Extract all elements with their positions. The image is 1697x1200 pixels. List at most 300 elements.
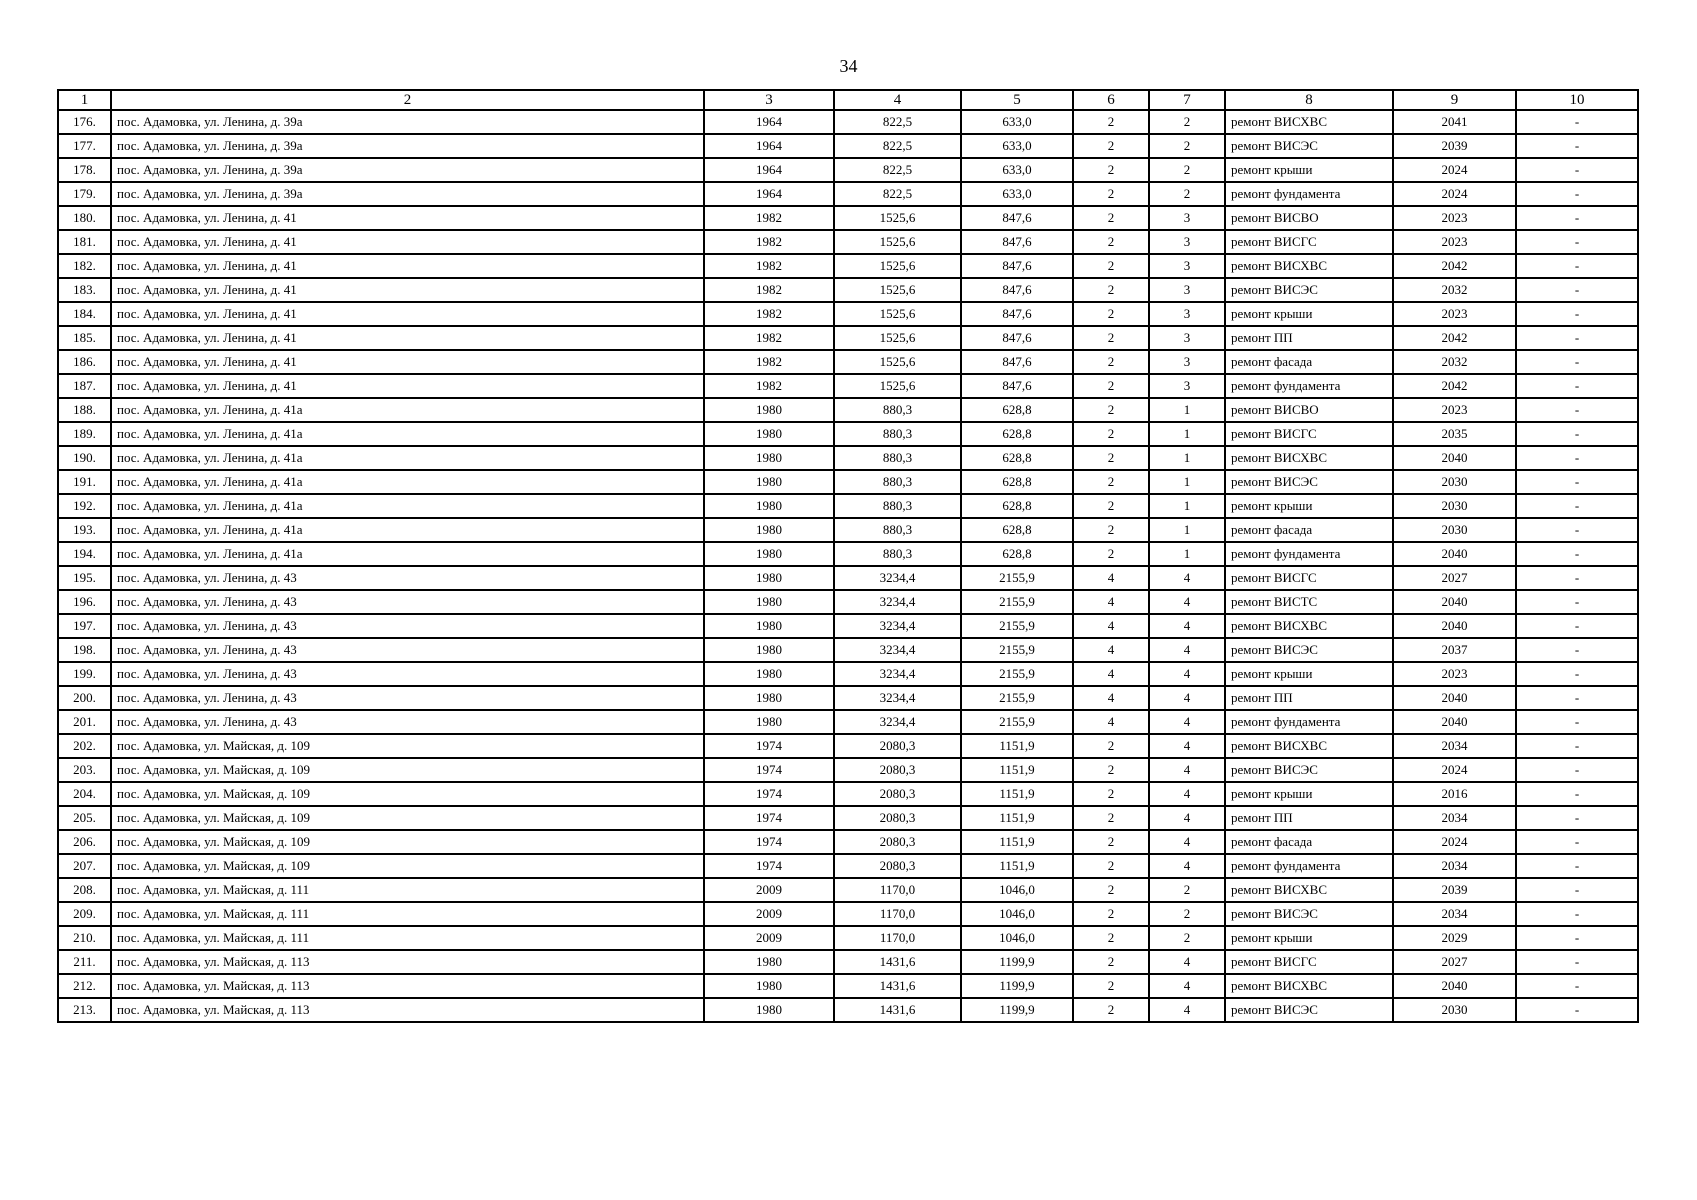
column-header: 2 bbox=[111, 90, 704, 110]
cell-address: пос. Адамовка, ул. Майская, д. 109 bbox=[111, 854, 704, 878]
cell-planned-year: 2030 bbox=[1393, 494, 1516, 518]
table-row bbox=[58, 974, 1638, 998]
cell-work-type: ремонт ВИСЭС bbox=[1225, 998, 1393, 1022]
cell-row-number: 211. bbox=[58, 950, 111, 974]
cell-year-built: 1980 bbox=[704, 470, 834, 494]
cell-total-area: 3234,4 bbox=[834, 686, 961, 710]
cell-floors: 4 bbox=[1073, 590, 1149, 614]
cell-entrances: 4 bbox=[1149, 806, 1225, 830]
cell-year-built: 1974 bbox=[704, 782, 834, 806]
cell-note: - bbox=[1516, 590, 1638, 614]
cell-living-area: 1151,9 bbox=[961, 830, 1073, 854]
cell-row-number: 204. bbox=[58, 782, 111, 806]
cell-work-type: ремонт крыши bbox=[1225, 662, 1393, 686]
cell-work-type: ремонт ВИСВО bbox=[1225, 206, 1393, 230]
cell-row-number: 176. bbox=[58, 110, 111, 134]
cell-address: пос. Адамовка, ул. Ленина, д. 41а bbox=[111, 422, 704, 446]
cell-total-area: 1525,6 bbox=[834, 230, 961, 254]
cell-floors: 2 bbox=[1073, 854, 1149, 878]
cell-row-number: 192. bbox=[58, 494, 111, 518]
table-row bbox=[58, 470, 1638, 494]
cell-row-number: 185. bbox=[58, 326, 111, 350]
cell-work-type: ремонт ВИСВО bbox=[1225, 398, 1393, 422]
cell-work-type: ремонт ВИСХВС bbox=[1225, 110, 1393, 134]
cell-note: - bbox=[1516, 350, 1638, 374]
cell-total-area: 3234,4 bbox=[834, 638, 961, 662]
cell-entrances: 2 bbox=[1149, 902, 1225, 926]
table-row bbox=[58, 686, 1638, 710]
cell-planned-year: 2032 bbox=[1393, 278, 1516, 302]
cell-entrances: 1 bbox=[1149, 422, 1225, 446]
cell-note: - bbox=[1516, 902, 1638, 926]
column-header: 9 bbox=[1393, 90, 1516, 110]
cell-total-area: 822,5 bbox=[834, 158, 961, 182]
cell-address: пос. Адамовка, ул. Ленина, д. 43 bbox=[111, 686, 704, 710]
cell-planned-year: 2039 bbox=[1393, 134, 1516, 158]
cell-planned-year: 2030 bbox=[1393, 470, 1516, 494]
cell-work-type: ремонт ПП bbox=[1225, 326, 1393, 350]
cell-planned-year: 2035 bbox=[1393, 422, 1516, 446]
cell-total-area: 1170,0 bbox=[834, 902, 961, 926]
cell-floors: 2 bbox=[1073, 326, 1149, 350]
cell-total-area: 2080,3 bbox=[834, 806, 961, 830]
cell-total-area: 3234,4 bbox=[834, 662, 961, 686]
cell-year-built: 1980 bbox=[704, 398, 834, 422]
cell-note: - bbox=[1516, 182, 1638, 206]
cell-work-type: ремонт ВИСЭС bbox=[1225, 470, 1393, 494]
cell-note: - bbox=[1516, 998, 1638, 1022]
cell-work-type: ремонт ВИСХВС bbox=[1225, 614, 1393, 638]
cell-note: - bbox=[1516, 446, 1638, 470]
cell-work-type: ремонт ВИСХВС bbox=[1225, 974, 1393, 998]
cell-total-area: 880,3 bbox=[834, 422, 961, 446]
cell-address: пос. Адамовка, ул. Майская, д. 111 bbox=[111, 926, 704, 950]
cell-entrances: 3 bbox=[1149, 206, 1225, 230]
cell-planned-year: 2040 bbox=[1393, 710, 1516, 734]
cell-address: пос. Адамовка, ул. Ленина, д. 41а bbox=[111, 542, 704, 566]
cell-year-built: 1980 bbox=[704, 686, 834, 710]
cell-address: пос. Адамовка, ул. Майская, д. 109 bbox=[111, 734, 704, 758]
cell-note: - bbox=[1516, 806, 1638, 830]
cell-total-area: 822,5 bbox=[834, 134, 961, 158]
cell-row-number: 203. bbox=[58, 758, 111, 782]
cell-entrances: 1 bbox=[1149, 398, 1225, 422]
table-row bbox=[58, 542, 1638, 566]
cell-planned-year: 2027 bbox=[1393, 950, 1516, 974]
cell-planned-year: 2023 bbox=[1393, 398, 1516, 422]
cell-note: - bbox=[1516, 734, 1638, 758]
cell-note: - bbox=[1516, 686, 1638, 710]
cell-living-area: 847,6 bbox=[961, 350, 1073, 374]
cell-work-type: ремонт ПП bbox=[1225, 686, 1393, 710]
cell-living-area: 1151,9 bbox=[961, 782, 1073, 806]
cell-note: - bbox=[1516, 974, 1638, 998]
table-row bbox=[58, 422, 1638, 446]
cell-total-area: 1525,6 bbox=[834, 278, 961, 302]
cell-address: пос. Адамовка, ул. Ленина, д. 43 bbox=[111, 614, 704, 638]
cell-year-built: 1982 bbox=[704, 374, 834, 398]
cell-note: - bbox=[1516, 206, 1638, 230]
cell-floors: 2 bbox=[1073, 134, 1149, 158]
cell-year-built: 1982 bbox=[704, 302, 834, 326]
cell-living-area: 1046,0 bbox=[961, 902, 1073, 926]
cell-living-area: 1199,9 bbox=[961, 974, 1073, 998]
cell-address: пос. Адамовка, ул. Ленина, д. 39а bbox=[111, 110, 704, 134]
cell-address: пос. Адамовка, ул. Майская, д. 113 bbox=[111, 974, 704, 998]
cell-work-type: ремонт фундамента bbox=[1225, 182, 1393, 206]
cell-living-area: 847,6 bbox=[961, 374, 1073, 398]
table-row bbox=[58, 878, 1638, 902]
cell-living-area: 633,0 bbox=[961, 134, 1073, 158]
cell-planned-year: 2024 bbox=[1393, 182, 1516, 206]
cell-living-area: 633,0 bbox=[961, 182, 1073, 206]
cell-floors: 2 bbox=[1073, 422, 1149, 446]
cell-address: пос. Адамовка, ул. Майская, д. 109 bbox=[111, 758, 704, 782]
cell-note: - bbox=[1516, 518, 1638, 542]
cell-year-built: 1982 bbox=[704, 206, 834, 230]
cell-entrances: 2 bbox=[1149, 158, 1225, 182]
cell-total-area: 2080,3 bbox=[834, 758, 961, 782]
cell-row-number: 206. bbox=[58, 830, 111, 854]
cell-living-area: 628,8 bbox=[961, 470, 1073, 494]
cell-work-type: ремонт ВИСХВС bbox=[1225, 254, 1393, 278]
cell-row-number: 180. bbox=[58, 206, 111, 230]
cell-year-built: 1974 bbox=[704, 854, 834, 878]
cell-address: пос. Адамовка, ул. Ленина, д. 39а bbox=[111, 182, 704, 206]
cell-work-type: ремонт ВИСГС bbox=[1225, 422, 1393, 446]
cell-total-area: 2080,3 bbox=[834, 830, 961, 854]
cell-floors: 2 bbox=[1073, 902, 1149, 926]
cell-floors: 2 bbox=[1073, 350, 1149, 374]
cell-address: пос. Адамовка, ул. Ленина, д. 41а bbox=[111, 494, 704, 518]
cell-floors: 2 bbox=[1073, 254, 1149, 278]
table-row bbox=[58, 926, 1638, 950]
cell-entrances: 4 bbox=[1149, 950, 1225, 974]
cell-planned-year: 2030 bbox=[1393, 998, 1516, 1022]
cell-year-built: 2009 bbox=[704, 878, 834, 902]
cell-floors: 2 bbox=[1073, 494, 1149, 518]
cell-work-type: ремонт фундамента bbox=[1225, 710, 1393, 734]
cell-note: - bbox=[1516, 158, 1638, 182]
cell-planned-year: 2023 bbox=[1393, 230, 1516, 254]
cell-year-built: 1982 bbox=[704, 278, 834, 302]
cell-planned-year: 2042 bbox=[1393, 254, 1516, 278]
cell-total-area: 3234,4 bbox=[834, 590, 961, 614]
cell-row-number: 178. bbox=[58, 158, 111, 182]
cell-total-area: 2080,3 bbox=[834, 734, 961, 758]
cell-planned-year: 2032 bbox=[1393, 350, 1516, 374]
cell-floors: 2 bbox=[1073, 782, 1149, 806]
cell-year-built: 1964 bbox=[704, 110, 834, 134]
cell-note: - bbox=[1516, 566, 1638, 590]
cell-entrances: 4 bbox=[1149, 710, 1225, 734]
cell-work-type: ремонт крыши bbox=[1225, 158, 1393, 182]
cell-entrances: 4 bbox=[1149, 854, 1225, 878]
cell-floors: 2 bbox=[1073, 374, 1149, 398]
cell-row-number: 193. bbox=[58, 518, 111, 542]
cell-note: - bbox=[1516, 662, 1638, 686]
cell-note: - bbox=[1516, 782, 1638, 806]
cell-note: - bbox=[1516, 254, 1638, 278]
cell-total-area: 880,3 bbox=[834, 518, 961, 542]
cell-living-area: 628,8 bbox=[961, 446, 1073, 470]
table-row bbox=[58, 494, 1638, 518]
cell-entrances: 2 bbox=[1149, 878, 1225, 902]
column-number-row bbox=[58, 90, 1638, 110]
cell-planned-year: 2040 bbox=[1393, 686, 1516, 710]
cell-address: пос. Адамовка, ул. Ленина, д. 41а bbox=[111, 518, 704, 542]
cell-planned-year: 2039 bbox=[1393, 878, 1516, 902]
table-row bbox=[58, 278, 1638, 302]
cell-entrances: 3 bbox=[1149, 350, 1225, 374]
cell-row-number: 197. bbox=[58, 614, 111, 638]
cell-address: пос. Адамовка, ул. Ленина, д. 41 bbox=[111, 302, 704, 326]
cell-planned-year: 2016 bbox=[1393, 782, 1516, 806]
cell-note: - bbox=[1516, 302, 1638, 326]
cell-work-type: ремонт фундамента bbox=[1225, 542, 1393, 566]
cell-total-area: 1525,6 bbox=[834, 374, 961, 398]
cell-planned-year: 2042 bbox=[1393, 374, 1516, 398]
cell-living-area: 628,8 bbox=[961, 518, 1073, 542]
cell-address: пос. Адамовка, ул. Ленина, д. 43 bbox=[111, 566, 704, 590]
cell-floors: 2 bbox=[1073, 806, 1149, 830]
cell-floors: 2 bbox=[1073, 878, 1149, 902]
cell-total-area: 1170,0 bbox=[834, 878, 961, 902]
table-row bbox=[58, 134, 1638, 158]
cell-note: - bbox=[1516, 134, 1638, 158]
cell-note: - bbox=[1516, 326, 1638, 350]
column-header: 5 bbox=[961, 90, 1073, 110]
cell-note: - bbox=[1516, 758, 1638, 782]
cell-year-built: 1982 bbox=[704, 350, 834, 374]
cell-row-number: 189. bbox=[58, 422, 111, 446]
cell-total-area: 3234,4 bbox=[834, 566, 961, 590]
cell-floors: 2 bbox=[1073, 206, 1149, 230]
cell-address: пос. Адамовка, ул. Ленина, д. 41а bbox=[111, 398, 704, 422]
cell-entrances: 4 bbox=[1149, 830, 1225, 854]
cell-total-area: 880,3 bbox=[834, 542, 961, 566]
cell-work-type: ремонт ВИСЭС bbox=[1225, 638, 1393, 662]
cell-entrances: 4 bbox=[1149, 734, 1225, 758]
cell-note: - bbox=[1516, 638, 1638, 662]
cell-row-number: 183. bbox=[58, 278, 111, 302]
cell-note: - bbox=[1516, 542, 1638, 566]
cell-year-built: 1980 bbox=[704, 662, 834, 686]
cell-address: пос. Адамовка, ул. Ленина, д. 41а bbox=[111, 470, 704, 494]
cell-year-built: 1980 bbox=[704, 542, 834, 566]
cell-living-area: 847,6 bbox=[961, 230, 1073, 254]
cell-note: - bbox=[1516, 374, 1638, 398]
cell-planned-year: 2040 bbox=[1393, 542, 1516, 566]
cell-row-number: 205. bbox=[58, 806, 111, 830]
cell-row-number: 210. bbox=[58, 926, 111, 950]
cell-year-built: 2009 bbox=[704, 926, 834, 950]
cell-work-type: ремонт фасада bbox=[1225, 830, 1393, 854]
cell-planned-year: 2037 bbox=[1393, 638, 1516, 662]
cell-work-type: ремонт крыши bbox=[1225, 782, 1393, 806]
cell-living-area: 847,6 bbox=[961, 326, 1073, 350]
cell-year-built: 1974 bbox=[704, 806, 834, 830]
table-row bbox=[58, 302, 1638, 326]
cell-total-area: 1525,6 bbox=[834, 350, 961, 374]
cell-planned-year: 2040 bbox=[1393, 614, 1516, 638]
cell-total-area: 3234,4 bbox=[834, 614, 961, 638]
cell-floors: 2 bbox=[1073, 182, 1149, 206]
cell-floors: 4 bbox=[1073, 686, 1149, 710]
cell-floors: 4 bbox=[1073, 662, 1149, 686]
cell-note: - bbox=[1516, 422, 1638, 446]
cell-planned-year: 2040 bbox=[1393, 590, 1516, 614]
cell-row-number: 212. bbox=[58, 974, 111, 998]
cell-year-built: 1980 bbox=[704, 638, 834, 662]
cell-address: пос. Адамовка, ул. Ленина, д. 39а bbox=[111, 134, 704, 158]
cell-planned-year: 2027 bbox=[1393, 566, 1516, 590]
cell-planned-year: 2023 bbox=[1393, 302, 1516, 326]
cell-entrances: 2 bbox=[1149, 182, 1225, 206]
table-row bbox=[58, 326, 1638, 350]
cell-entrances: 4 bbox=[1149, 758, 1225, 782]
cell-row-number: 209. bbox=[58, 902, 111, 926]
cell-floors: 2 bbox=[1073, 734, 1149, 758]
cell-row-number: 182. bbox=[58, 254, 111, 278]
cell-year-built: 1980 bbox=[704, 446, 834, 470]
cell-work-type: ремонт ВИСГС bbox=[1225, 566, 1393, 590]
cell-planned-year: 2030 bbox=[1393, 518, 1516, 542]
cell-row-number: 195. bbox=[58, 566, 111, 590]
table-body bbox=[58, 110, 1638, 1022]
column-header: 8 bbox=[1225, 90, 1393, 110]
cell-row-number: 202. bbox=[58, 734, 111, 758]
cell-row-number: 184. bbox=[58, 302, 111, 326]
repair-schedule-table bbox=[57, 89, 1639, 1023]
cell-entrances: 4 bbox=[1149, 974, 1225, 998]
cell-living-area: 847,6 bbox=[961, 302, 1073, 326]
cell-floors: 2 bbox=[1073, 278, 1149, 302]
cell-work-type: ремонт ВИСЭС bbox=[1225, 134, 1393, 158]
cell-year-built: 1980 bbox=[704, 422, 834, 446]
cell-row-number: 177. bbox=[58, 134, 111, 158]
cell-floors: 2 bbox=[1073, 398, 1149, 422]
table-row bbox=[58, 110, 1638, 134]
cell-address: пос. Адамовка, ул. Майская, д. 109 bbox=[111, 806, 704, 830]
table-row bbox=[58, 662, 1638, 686]
cell-row-number: 186. bbox=[58, 350, 111, 374]
cell-note: - bbox=[1516, 950, 1638, 974]
cell-entrances: 2 bbox=[1149, 110, 1225, 134]
cell-entrances: 4 bbox=[1149, 638, 1225, 662]
cell-year-built: 1964 bbox=[704, 182, 834, 206]
cell-total-area: 1170,0 bbox=[834, 926, 961, 950]
cell-year-built: 2009 bbox=[704, 902, 834, 926]
cell-note: - bbox=[1516, 470, 1638, 494]
cell-floors: 2 bbox=[1073, 446, 1149, 470]
cell-floors: 4 bbox=[1073, 614, 1149, 638]
cell-total-area: 1431,6 bbox=[834, 950, 961, 974]
cell-row-number: 181. bbox=[58, 230, 111, 254]
cell-entrances: 2 bbox=[1149, 926, 1225, 950]
cell-work-type: ремонт фундамента bbox=[1225, 854, 1393, 878]
cell-total-area: 1525,6 bbox=[834, 254, 961, 278]
cell-year-built: 1980 bbox=[704, 566, 834, 590]
cell-year-built: 1974 bbox=[704, 758, 834, 782]
cell-note: - bbox=[1516, 230, 1638, 254]
cell-planned-year: 2034 bbox=[1393, 902, 1516, 926]
cell-entrances: 1 bbox=[1149, 470, 1225, 494]
cell-row-number: 196. bbox=[58, 590, 111, 614]
cell-row-number: 198. bbox=[58, 638, 111, 662]
cell-living-area: 2155,9 bbox=[961, 638, 1073, 662]
table-row bbox=[58, 950, 1638, 974]
table-row bbox=[58, 518, 1638, 542]
table-row bbox=[58, 782, 1638, 806]
cell-work-type: ремонт ВИСХВС bbox=[1225, 878, 1393, 902]
cell-work-type: ремонт ВИСЭС bbox=[1225, 758, 1393, 782]
cell-living-area: 1199,9 bbox=[961, 950, 1073, 974]
cell-total-area: 1525,6 bbox=[834, 206, 961, 230]
cell-address: пос. Адамовка, ул. Ленина, д. 41 bbox=[111, 326, 704, 350]
cell-living-area: 633,0 bbox=[961, 158, 1073, 182]
cell-year-built: 1980 bbox=[704, 614, 834, 638]
table-row bbox=[58, 182, 1638, 206]
cell-note: - bbox=[1516, 926, 1638, 950]
cell-note: - bbox=[1516, 398, 1638, 422]
cell-entrances: 1 bbox=[1149, 518, 1225, 542]
cell-work-type: ремонт ВИСЭС bbox=[1225, 278, 1393, 302]
cell-living-area: 628,8 bbox=[961, 542, 1073, 566]
cell-living-area: 1151,9 bbox=[961, 806, 1073, 830]
cell-entrances: 4 bbox=[1149, 686, 1225, 710]
cell-entrances: 4 bbox=[1149, 566, 1225, 590]
cell-note: - bbox=[1516, 494, 1638, 518]
cell-planned-year: 2029 bbox=[1393, 926, 1516, 950]
cell-entrances: 4 bbox=[1149, 782, 1225, 806]
cell-work-type: ремонт ВИСТС bbox=[1225, 590, 1393, 614]
cell-living-area: 847,6 bbox=[961, 254, 1073, 278]
cell-work-type: ремонт фундамента bbox=[1225, 374, 1393, 398]
cell-planned-year: 2034 bbox=[1393, 854, 1516, 878]
cell-year-built: 1980 bbox=[704, 998, 834, 1022]
table-row bbox=[58, 638, 1638, 662]
cell-work-type: ремонт крыши bbox=[1225, 926, 1393, 950]
cell-address: пос. Адамовка, ул. Ленина, д. 41 bbox=[111, 278, 704, 302]
cell-total-area: 880,3 bbox=[834, 398, 961, 422]
cell-address: пос. Адамовка, ул. Майская, д. 109 bbox=[111, 830, 704, 854]
cell-floors: 2 bbox=[1073, 158, 1149, 182]
cell-entrances: 3 bbox=[1149, 230, 1225, 254]
cell-address: пос. Адамовка, ул. Майская, д. 113 bbox=[111, 950, 704, 974]
cell-total-area: 3234,4 bbox=[834, 710, 961, 734]
cell-note: - bbox=[1516, 878, 1638, 902]
cell-entrances: 1 bbox=[1149, 446, 1225, 470]
cell-floors: 2 bbox=[1073, 518, 1149, 542]
cell-total-area: 2080,3 bbox=[834, 854, 961, 878]
cell-planned-year: 2040 bbox=[1393, 446, 1516, 470]
cell-row-number: 187. bbox=[58, 374, 111, 398]
cell-total-area: 1431,6 bbox=[834, 974, 961, 998]
cell-planned-year: 2023 bbox=[1393, 662, 1516, 686]
cell-row-number: 179. bbox=[58, 182, 111, 206]
cell-note: - bbox=[1516, 710, 1638, 734]
cell-planned-year: 2024 bbox=[1393, 158, 1516, 182]
cell-address: пос. Адамовка, ул. Ленина, д. 41 bbox=[111, 206, 704, 230]
cell-entrances: 4 bbox=[1149, 662, 1225, 686]
cell-total-area: 880,3 bbox=[834, 470, 961, 494]
cell-total-area: 1525,6 bbox=[834, 302, 961, 326]
column-header: 10 bbox=[1516, 90, 1638, 110]
cell-address: пос. Адамовка, ул. Ленина, д. 39а bbox=[111, 158, 704, 182]
cell-year-built: 1982 bbox=[704, 326, 834, 350]
cell-work-type: ремонт ВИСХВС bbox=[1225, 734, 1393, 758]
